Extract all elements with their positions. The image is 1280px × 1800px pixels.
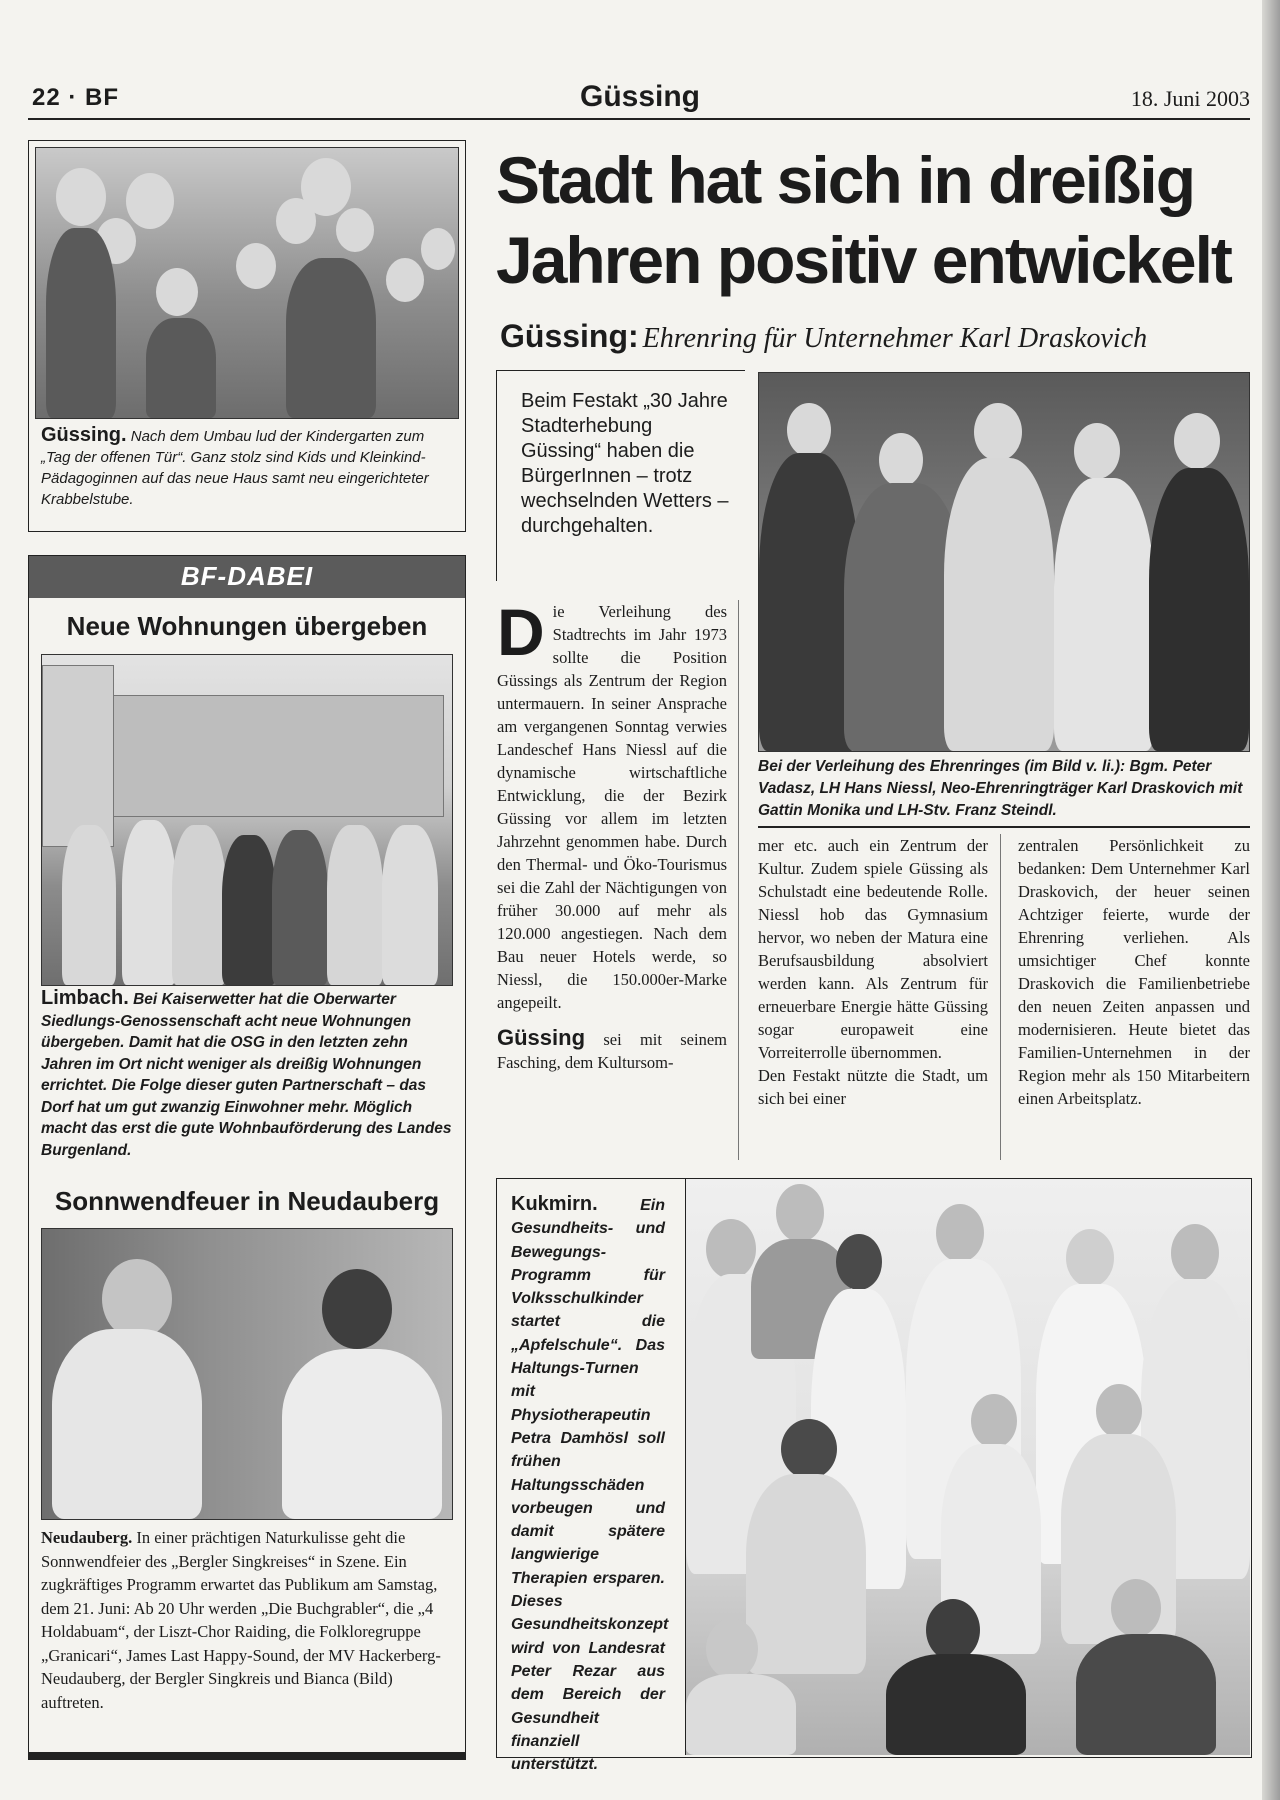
kindergarten-caption (41, 425, 451, 510)
story-headline-wohnungen: Neue Wohnungen übergeben (66, 611, 428, 641)
article-col-2-p2: Den Festakt nützte die Stadt, um sich bei einer (758, 1066, 988, 1108)
section-title: Güssing (579, 80, 700, 113)
kukmirn-box (496, 1178, 1252, 1774)
col-divider-1 (738, 600, 739, 1160)
teaser-text: Beim Festakt „30 Jahre Stadterhebung Güssing“ haben die BürgerInnen – trotz wechselnden Wetters – durchgehalten. (521, 390, 729, 537)
bf-dabei-bottom-bar (28, 1752, 466, 1760)
teaser-box (496, 370, 745, 581)
article-col-1 (497, 595, 728, 1074)
limbach-photo (41, 654, 453, 986)
article-col-1-p2 (497, 1026, 727, 1074)
page-number: 22 · BF (32, 84, 120, 111)
bf-dabei-banner (29, 556, 465, 598)
limbach-caption (41, 988, 453, 1161)
article-col-3-text: zentralen Persönlichkeit zu bedanken: Dem Unternehmer Karl Draskovich, der heuer seinen Achtziger feierte, wurde der Ehrenring verliehen. Als umsichtiger Chef konnte Draskovich die Familienbetriebe den neuen Zeiten anpassen und modernisieren. Heute bietet das Familien-Unternehmen in der Region mehr als 150 Mitarbeitern einen Arbeitsplatz. (1018, 836, 1250, 1108)
kukmirn-caption (511, 1193, 669, 1776)
issue-date: 18. Juni 2003 (1130, 86, 1250, 111)
neudauberg-photo (41, 1228, 453, 1520)
ehrenring-caption: Bei der Verleihung des Ehrenringes (im Bild v. li.): Bgm. Peter Vadasz, LH Hans Niessl, Neo-Ehrenringträger Karl Draskovich mit Gattin Monika und LH-Stv. Franz Steindl. (758, 758, 1243, 819)
article-col-2 (758, 834, 988, 1110)
kindergarten-place: Güssing. (41, 424, 127, 446)
subhead-place: Güssing: (500, 318, 639, 354)
page-edge-shadow (1262, 0, 1280, 1800)
article-col-2-text: mer etc. auch ein Zentrum der Kultur. Zudem spiele Güssing als Schulstadt eine bedeutende Rolle. Niessl hob das Gymnasium hervor, wo neben der Matura eine Berufsausbildung absolviert werden kann. Als Zentrum für erneuerbare Energie hätte Güssing sogar europaweit eine Vorreiterrolle übernommen. (758, 836, 988, 1062)
neudauberg-text: In einer prächtigen Naturkulisse geht die Sonnwendfeier des „Bergler Singkreises“ in Szene. Ein zugkräftiges Programm erwartet das Publikum am Samstag, dem 21. Juni: Ab 20 Uhr werden „Die Buchgrabler“, die „4 Holdabuam“, der Liszt-Chor Raiding, die Folkloregruppe „Granicari“, James Last Happy-Sound, der MV Hackerberg-Neudauberg, der Bergler Singkreis und Bianca (Bild) auftreten. (41, 1528, 441, 1712)
col1-p2-text: sei mit seinem Fasching, dem Kultursom- (497, 1030, 728, 1072)
col1-p2-lead: Güssing (497, 1025, 586, 1050)
neudauberg-place: Neudauberg. (41, 1528, 133, 1547)
limbach-text: Bei Kaiserwetter hat die Oberwarter Siedlungs-Genossenschaft acht neue Wohnungen übergeben. Damit hat die OSG in den letzten zehn Jahren im Ort nicht weniger als dreißig Wohnungen errichtet. Die Folge dieser guten Partnerschaft – das Dorf hat um gut zwanzig Einwohner mehr. Möglich macht das erst die gute Wohnbauförderung des Landes Burgenland. (41, 991, 452, 1159)
main-headline-line1: Stadt hat sich in dreißig (496, 143, 1195, 217)
kindergarten-text: Nach dem Umbau lud der Kindergarten zum „Tag der offenen Tür“. Ganz stolz sind Kids und Kleinkind-Pädagoginnen auf das neue Haus samt neu eingerichteter Krabbelstube. (41, 428, 429, 508)
main-subhead (500, 318, 1260, 355)
dropcap: D (497, 595, 545, 669)
kukmirn-place: Kukmirn. (511, 1193, 598, 1215)
main-headline-line2: Jahren positiv entwickelt (496, 223, 1231, 297)
article-col-3 (1018, 834, 1250, 1110)
ehrenring-photo (758, 372, 1250, 752)
kukmirn-photo (685, 1179, 1250, 1755)
kindergarten-box (28, 140, 466, 532)
bf-dabei-banner-text: BF-DABEI (180, 561, 314, 591)
header-rule (28, 118, 1250, 120)
article-col-1-text: ie Verleihung des Stadtrechts im Jahr 1973 sollte die Position Güssings als Zentrum der Region untermauern. In seiner Ansprache am vergangenen Sonntag verwies Landeschef Hans Niessl auf die dynamische wirtschaftliche Entwicklung, die der Bezirk Güssing vor allem im letzten Jahrzehnt genommen habe. Durch den Thermal- und Öko-Tourismus sei die Zahl der Nächtigungen von früher 30.000 auf mehr als 120.000 angestiegen. Nach dem Bau neuer Hotels werde, so Niessl, die 150.000er-Marke angepeilt. (497, 602, 727, 1012)
story-headline-sonnwend: Sonnwendfeuer in Neudauberg (54, 1186, 440, 1216)
main-headline (496, 140, 1256, 300)
limbach-place: Limbach. (41, 987, 129, 1009)
bf-dabei-box (28, 555, 466, 1757)
kindergarten-photo (35, 147, 459, 419)
kukmirn-text: Ein Gesundheits- und Bewegungs-Programm für Volksschulkinder startet die „Apfelschule“. Das Haltungs-Turnen mit Physiotherapeutin Petra Damhösl soll frühen Haltungsschäden vorbeugen und damit spätere langwierige Therapien ersparen. Dieses Gesundheitskonzept wird von Landesrat Peter Rezar aus dem Bereich der Gesundheit finanziell unterstützt. (511, 1197, 669, 1774)
subhead-text: Ehrenring für Unternehmer Karl Draskovich (642, 323, 1148, 354)
caption-rule (758, 826, 1250, 828)
col-divider-2 (1000, 834, 1001, 1160)
neudauberg-caption (41, 1526, 453, 1714)
